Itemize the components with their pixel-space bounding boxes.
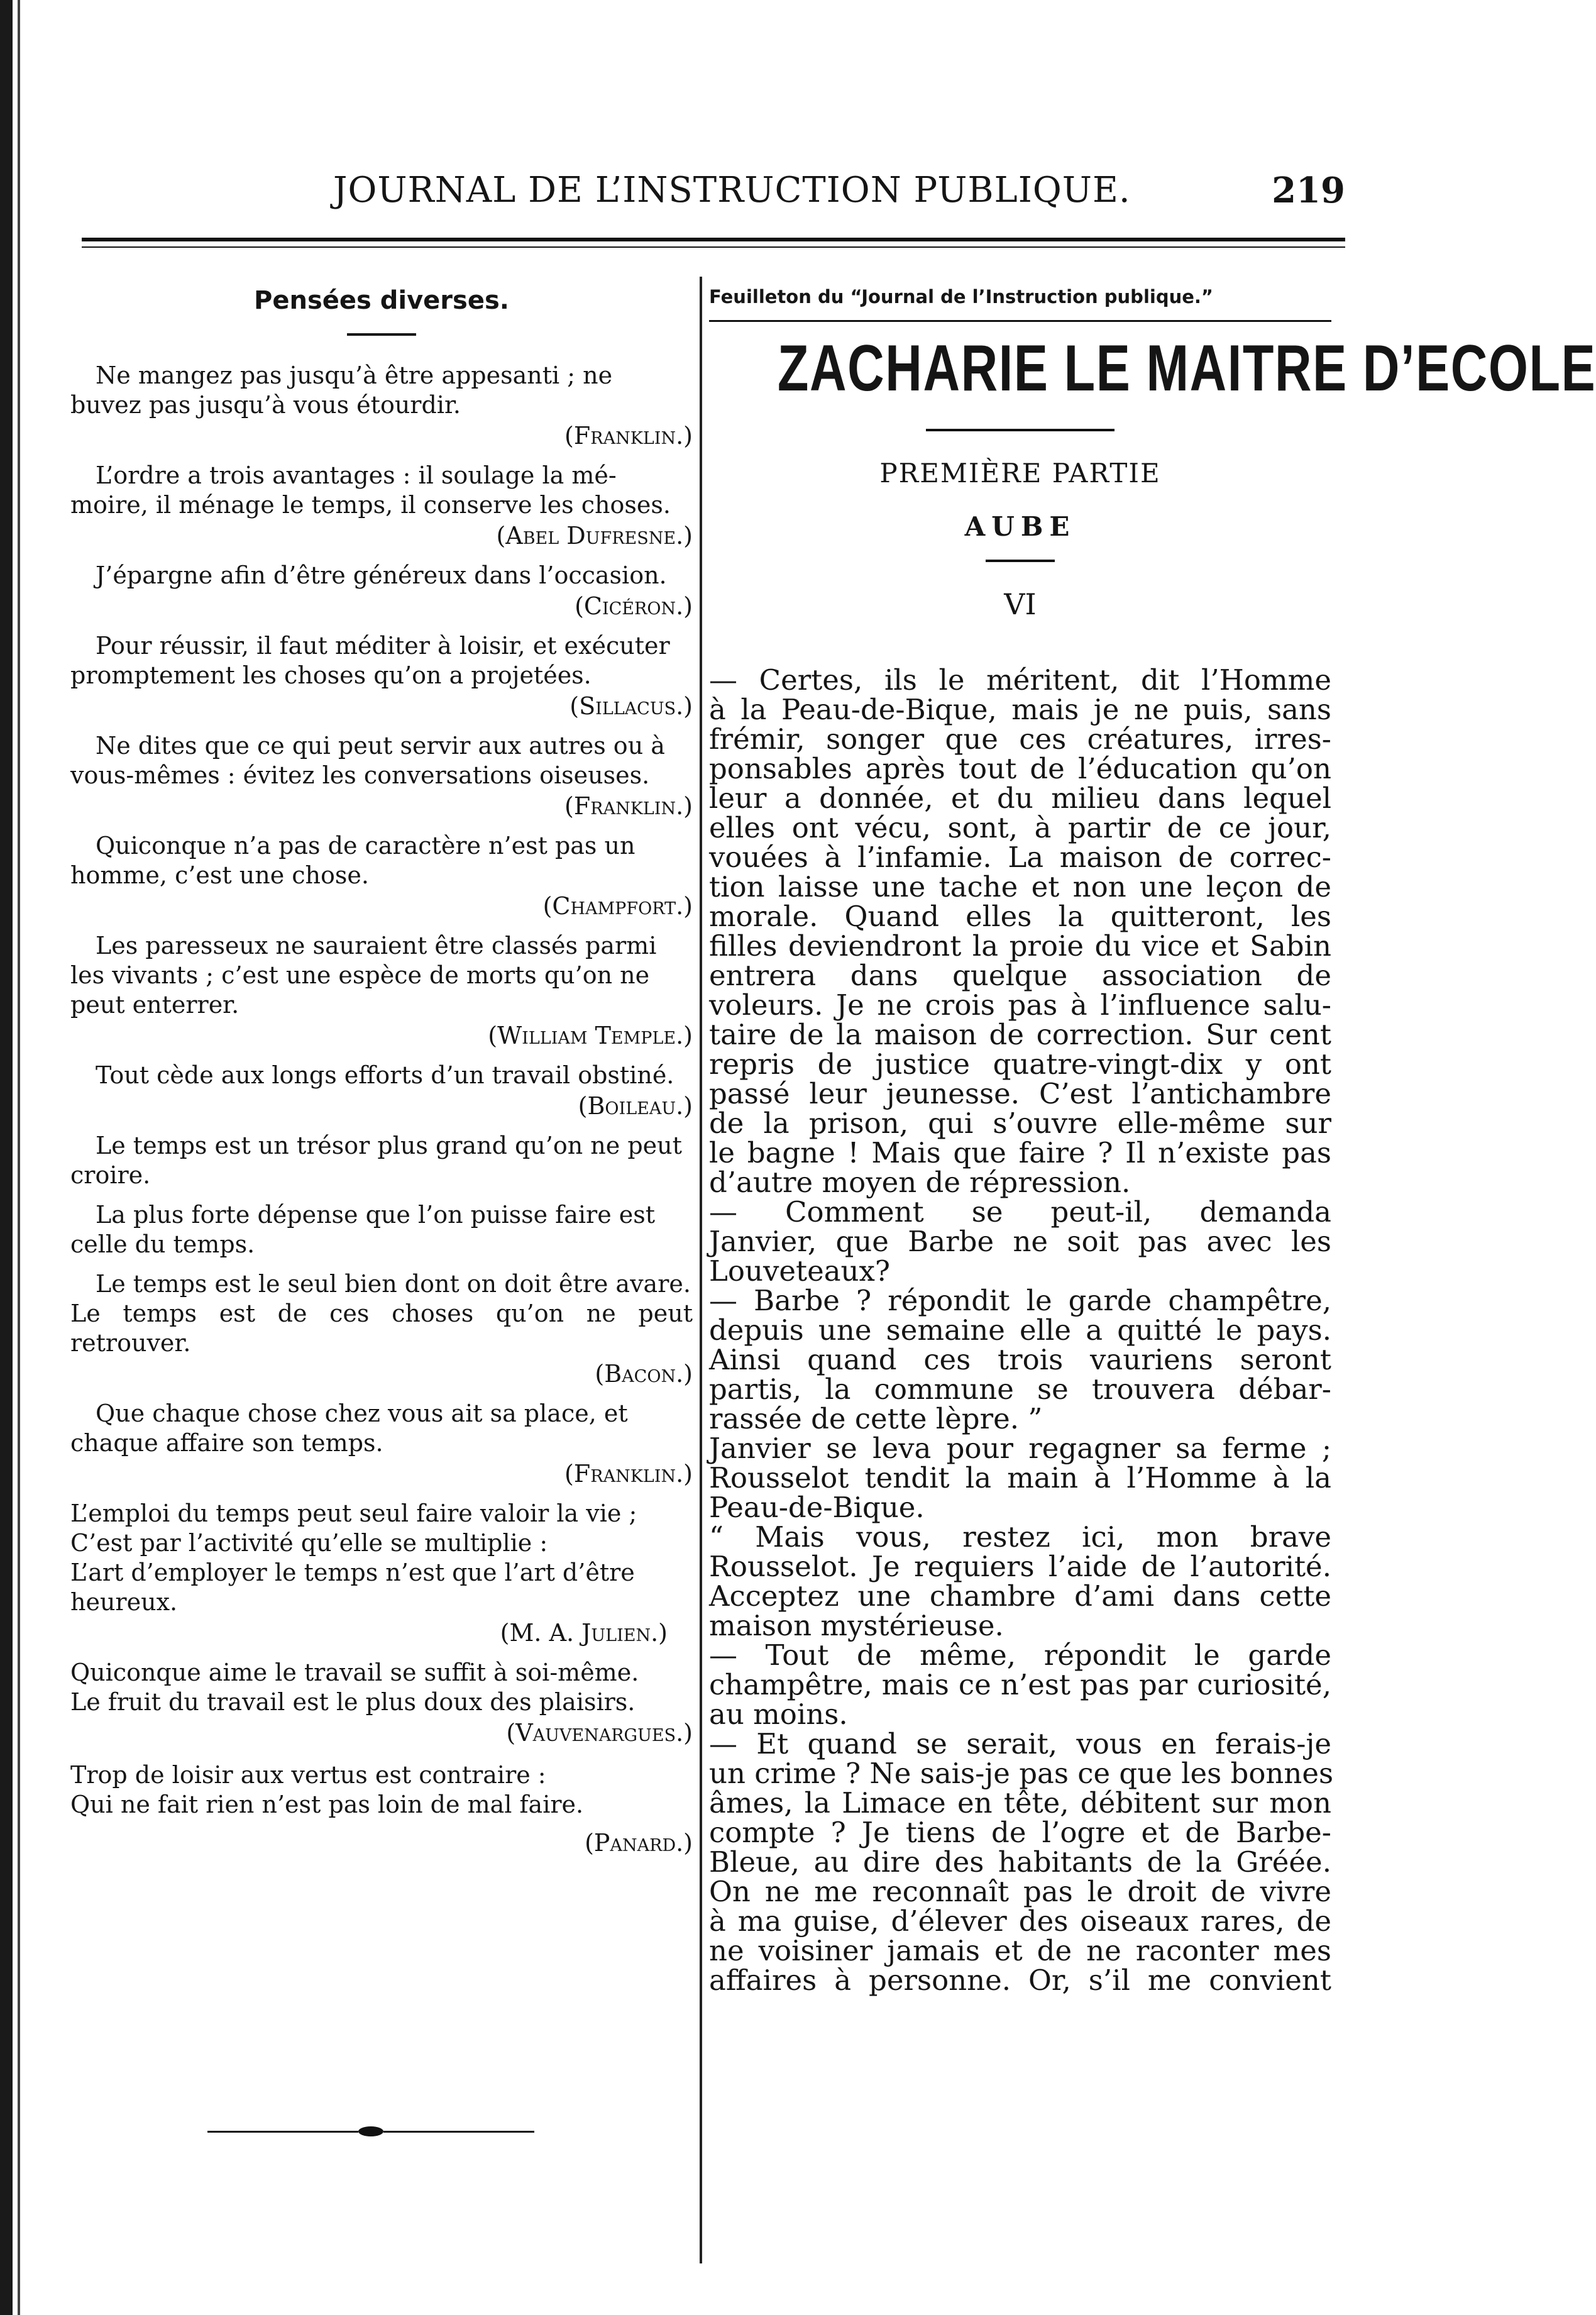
- text-line: frémir, songer que ces créatures, irres-: [709, 722, 1331, 756]
- text-line: On ne me reconnaît pas le droit de vivre: [709, 1875, 1331, 1908]
- thought-entry: [70, 831, 693, 921]
- ornament-center: [358, 2126, 383, 2136]
- thought-line: Le temps est un trésor plus grand qu’on ne peut: [96, 1132, 682, 1159]
- quote-author: (Franklin.): [564, 422, 693, 450]
- quote-author: (William Temple.): [488, 1022, 693, 1049]
- thought-line: peut enterrer.: [70, 991, 239, 1019]
- section-title: Pensées diverses.: [254, 286, 509, 315]
- verse-line: heureux.: [70, 1588, 178, 1616]
- text-line: Acceptez une chambre d’ami dans cette: [709, 1579, 1331, 1613]
- text-line: — Comment se peut-il, demanda: [709, 1195, 1331, 1229]
- verse-panard: [70, 1760, 693, 1858]
- text-line: âmes, la Limace en tête, débitent sur mon: [709, 1786, 1331, 1820]
- text-line: Ainsi quand ces trois vauriens seront: [709, 1343, 1331, 1376]
- thought-entry: [70, 731, 693, 821]
- text-line: — Certes, ils le méritent, dit l’Homme: [709, 663, 1331, 697]
- text-line: vouées à l’infamie. La maison de correc-: [709, 841, 1331, 874]
- text-line: voleurs. Je ne crois pas à l’influence salu-: [709, 988, 1331, 1022]
- text-line: de la prison, qui s’ouvre elle-même sur: [709, 1107, 1331, 1140]
- quote-author: (Franklin.): [564, 1460, 693, 1488]
- part-heading: PREMIÈRE PARTIE: [879, 458, 1161, 489]
- text-line: — Tout de même, répondit le garde: [709, 1638, 1331, 1672]
- verse-vauvenargues: [70, 1658, 693, 1748]
- thought-line: Ne dites que ce qui peut servir aux autres ou à: [96, 732, 665, 760]
- ornament-line-left: [207, 2131, 358, 2133]
- verse-line: C’est par l’activité qu’elle se multiplie :: [70, 1529, 548, 1557]
- thought-line: buvez pas jusqu’à vous étourdir.: [70, 391, 461, 419]
- right-column: [709, 286, 1596, 1997]
- text-line: morale. Quand elles la quitteront, les: [709, 900, 1331, 933]
- thought-entry: [70, 1399, 693, 1489]
- page-binding-edge: [0, 0, 13, 2315]
- text-line: ne voisiner jamais et de ne raconter mes: [709, 1934, 1331, 1967]
- verse-line: Qui ne fait rien n’est pas loin de mal faire.: [70, 1791, 584, 1818]
- thought-entry: [70, 561, 693, 621]
- text-line: taire de la maison de correction. Sur cent: [709, 1018, 1331, 1051]
- journal-title: JOURNAL DE L’INSTRUCTION PUBLIQUE.: [333, 170, 1131, 211]
- end-ornament: [207, 2125, 534, 2138]
- text-line: d’autre moyen de répression.: [709, 1166, 1131, 1199]
- feuilleton-rule: [709, 320, 1331, 322]
- thought-entry: [70, 1269, 693, 1389]
- text-line: Bleue, au dire des habitants de la Gréée.: [709, 1845, 1331, 1879]
- thought-line: Le temps est le seul bien dont on doit être avare.: [96, 1270, 691, 1298]
- thought-line: Le temps est de ces choses qu’on ne peut retrouver.: [70, 1300, 693, 1357]
- text-line: depuis une semaine elle a quitté le pays.: [709, 1313, 1331, 1347]
- text-line: — Et quand se serait, vous en ferais-je: [709, 1727, 1331, 1760]
- thought-line: L’ordre a trois avantages : il soulage la mé-: [96, 461, 617, 489]
- feuilleton-text: [709, 663, 1334, 1997]
- text-line: Janvier, que Barbe ne soit pas avec les: [709, 1225, 1331, 1258]
- thought-line: J’épargne afin d’être généreux dans l’occasion.: [96, 561, 667, 589]
- quote-author: (Panard.): [585, 1829, 693, 1857]
- thought-entry: [70, 1061, 693, 1121]
- text-line: le bagne ! Mais que faire ? Il n’existe pas: [709, 1136, 1331, 1169]
- thought-line: Ne mangez pas jusqu’à être appesanti ; ne: [96, 362, 613, 389]
- verse-line: L’art d’employer le temps n’est que l’art d’être: [70, 1559, 635, 1586]
- part-subtitle: AUBE: [964, 511, 1076, 542]
- quote-author: (Boileau.): [578, 1092, 693, 1120]
- thought-line: moire, il ménage le temps, il conserve les choses.: [70, 491, 671, 519]
- quote-author: (Vauvenargues.): [506, 1719, 693, 1747]
- thought-entry: [70, 361, 693, 451]
- left-column: [70, 286, 693, 1868]
- chapter-number: VI: [1004, 587, 1037, 621]
- text-line: affaires à personne. Or, s’il me convient: [709, 1964, 1331, 1997]
- thought-line: Les paresseux ne sauraient être classés parmi: [96, 932, 657, 959]
- section-rule: [347, 333, 416, 336]
- verse-line: Le fruit du travail est le plus doux des plaisirs.: [70, 1688, 636, 1716]
- text-line: — Barbe ? répondit le garde champêtre,: [709, 1284, 1331, 1317]
- page-binding-edge-line: [18, 0, 20, 2315]
- verse-line: Trop de loisir aux vertus est contraire :: [70, 1761, 546, 1789]
- thoughts-list: [70, 361, 693, 1489]
- thought-line: Que chaque chose chez vous ait sa place, et: [96, 1400, 628, 1427]
- thought-line: croire.: [70, 1161, 151, 1189]
- text-line: tion laisse une tache et non une leçon de: [709, 870, 1331, 903]
- thought-line: Tout cède aux longs efforts d’un travail obstiné.: [96, 1061, 674, 1089]
- text-line: ponsables après tout de l’éducation qu’on: [709, 752, 1331, 785]
- thought-line: vous-mêmes : évitez les conversations oiseuses.: [70, 761, 650, 789]
- verse-julien: [70, 1499, 693, 1648]
- thought-line: les vivants ; c’est une espèce de morts qu’on ne: [70, 961, 650, 989]
- page-header: [88, 170, 1345, 220]
- thought-line: promptement les choses qu’on a projetées.: [70, 661, 592, 689]
- text-line: un crime ? Ne sais-je pas ce que les bonnes: [709, 1757, 1334, 1790]
- novel-title: ZACHARIE LE MAITRE D’ECOLE: [777, 332, 1596, 405]
- header-rule-thick: [82, 238, 1345, 241]
- text-line: entrera dans quelque association de: [709, 959, 1331, 992]
- text-line: Rousselot. Je requiers l’aide de l’autorité.: [709, 1550, 1331, 1583]
- thought-line: chaque affaire son temps.: [70, 1429, 383, 1457]
- feuilleton-heading: Feuilleton du “Journal de l’Instruction publique.”: [709, 286, 1213, 307]
- thought-entry: [70, 931, 693, 1051]
- thought-entry: [70, 1131, 693, 1190]
- text-line: elles ont vécu, sont, à partir de ce jour,: [709, 811, 1331, 844]
- quote-author: (Champfort.): [542, 892, 693, 920]
- text-line: passé leur jeunesse. C’est l’antichambre: [709, 1077, 1331, 1110]
- text-line: à la Peau-de-Bique, mais je ne puis, sans: [709, 693, 1331, 726]
- text-line: leur a donnée, et du milieu dans lequel: [709, 782, 1331, 815]
- text-line: maison mystérieuse.: [709, 1609, 1004, 1642]
- thought-entry: [70, 631, 693, 721]
- quote-author: (Cicéron.): [575, 592, 693, 620]
- subtitle-rule: [986, 560, 1055, 562]
- text-line: champêtre, mais ce n’est pas par curiosité,: [709, 1668, 1331, 1701]
- text-line: repris de justice quatre-vingt-dix y ont: [709, 1047, 1331, 1081]
- quote-author: (Abel Dufresne.): [496, 522, 693, 550]
- text-line: rassée de cette lèpre. ”: [709, 1402, 1043, 1435]
- title-rule: [926, 429, 1114, 431]
- text-line: partis, la commune se trouvera débar-: [709, 1373, 1331, 1406]
- text-line: Louveteaux?: [709, 1254, 891, 1288]
- column-divider: [700, 277, 702, 2263]
- thought-line: Pour réussir, il faut méditer à loisir, et exécuter: [96, 632, 670, 660]
- text-line: Peau-de-Bique.: [709, 1491, 925, 1524]
- text-line: Rousselot tendit la main à l’Homme à la: [709, 1461, 1331, 1495]
- thought-line: La plus forte dépense que l’on puisse faire est: [96, 1201, 656, 1229]
- quote-author: (Bacon.): [595, 1360, 693, 1388]
- text-line: à ma guise, d’élever des oiseaux rares, de: [709, 1904, 1331, 1938]
- quote-author: (Franklin.): [564, 792, 693, 820]
- text-line: “ Mais vous, restez ici, mon brave: [709, 1520, 1331, 1554]
- thought-line: Quiconque n’a pas de caractère n’est pas un: [96, 832, 636, 859]
- thought-entry: [70, 1200, 693, 1259]
- ornament-line-right: [383, 2131, 534, 2133]
- quote-author: (Sillacus.): [570, 692, 693, 720]
- thought-line: homme, c’est une chose.: [70, 861, 369, 889]
- verse-line: L’emploi du temps peut seul faire valoir la vie ;: [70, 1500, 637, 1527]
- thought-line: celle du temps.: [70, 1230, 255, 1258]
- text-line: compte ? Je tiens de l’ogre et de Barbe-: [709, 1816, 1331, 1849]
- text-line: au moins.: [709, 1698, 848, 1731]
- thought-entry: [70, 461, 693, 551]
- verse-line: Quiconque aime le travail se suffit à soi-même.: [70, 1659, 639, 1686]
- header-rule-thin: [82, 246, 1345, 248]
- text-line: Janvier se leva pour regagner sa ferme ;: [709, 1432, 1331, 1465]
- quote-author: (M. A. Julien.): [500, 1619, 668, 1647]
- page-number: 219: [1272, 170, 1345, 211]
- text-line: filles deviendront la proie du vice et Sabin: [709, 929, 1331, 963]
